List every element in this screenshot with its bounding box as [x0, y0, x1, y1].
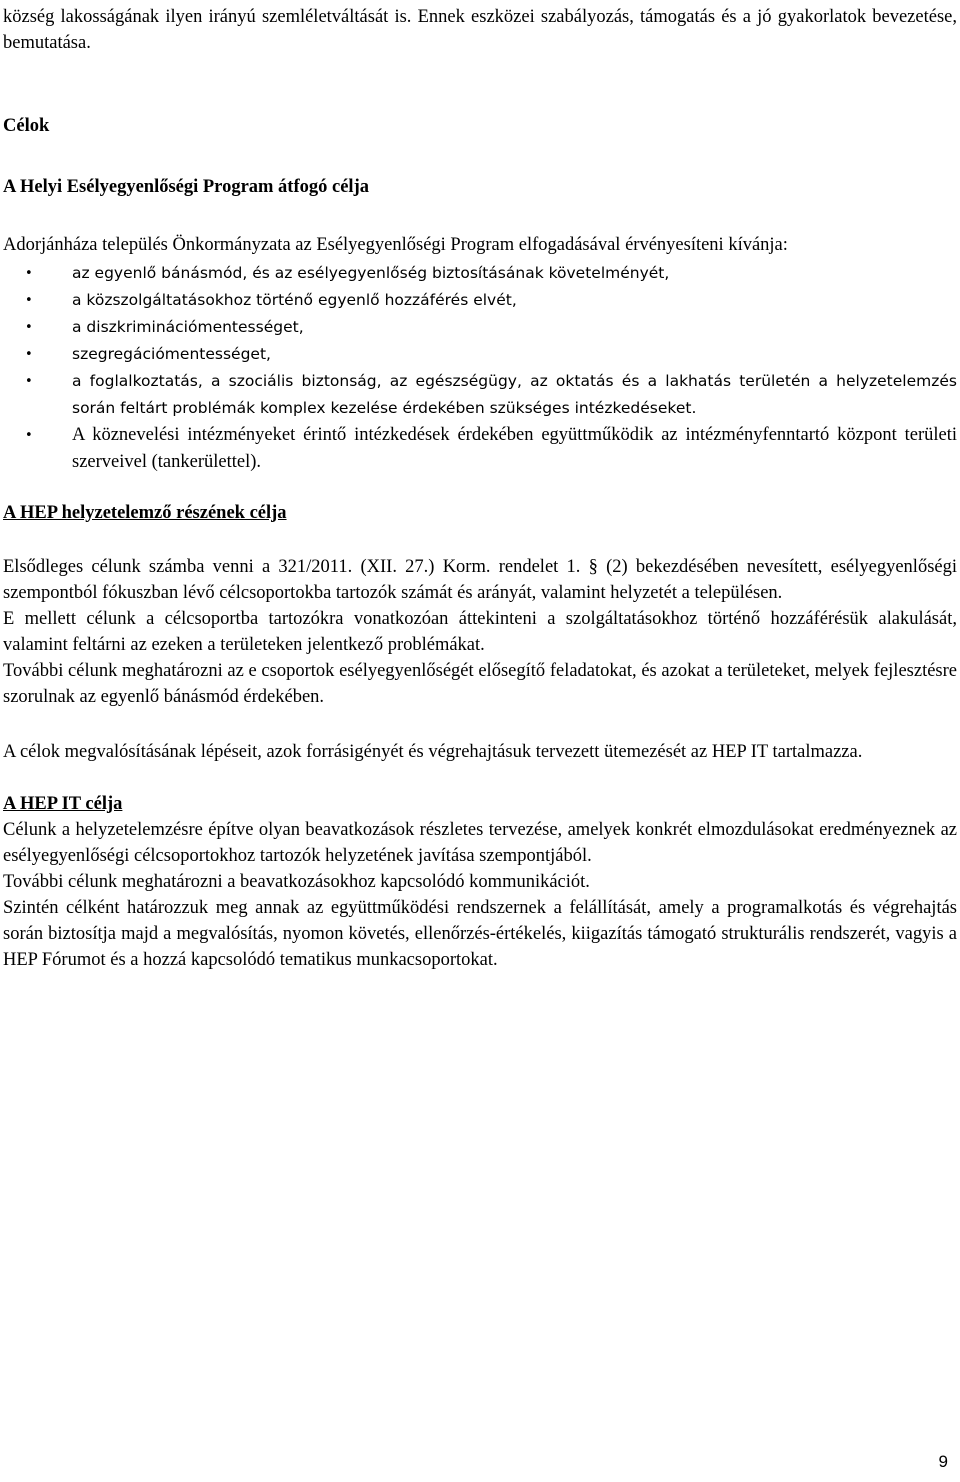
bullet-icon: • — [25, 266, 33, 281]
it-paragraph: Célunk a helyzetelemzésre építve olyan beavatkozások részletes tervezése, amelyek konkrét elmozdulásokat eredményeznek az esélyegyenlőségi célcsoportokhoz tartozók helyzetének javítása szempontjából. — [3, 820, 957, 866]
it-paragraph: Szintén célként határozzuk meg annak az együttműködési rendszernek a felállítását, amely a programalkotás és végrehajtás során biztosítja majd a megvalósítás, nyomon követés, ellenőrzés-értékelés, kiigazítás támogató strukturális rendszerét, vagyis a HEP Fórumot és a hozzá kapcsolódó tematikus munkacsoportokat. — [3, 898, 957, 970]
hep-paragraph: További célunk meghatározni az e csoportok esélyegyenlőségét elősegítő feladatokat, és azokat a területeket, melyek fejlesztésre szorulnak az egyenlő bánásmód érdekében. — [3, 661, 957, 707]
list-item-text: a közszolgáltatásokhoz történő egyenlő hozzáférés elvét, — [72, 291, 517, 309]
it-paragraph: További célunk meghatározni a beavatkozásokhoz kapcsolódó kommunikációt. — [3, 872, 590, 892]
program-intro-paragraph: Adorjánháza település Önkormányzata az Esélyegyenlőségi Program elfogadásával érvényesíteni kívánja: — [3, 235, 788, 255]
steps-paragraph: A célok megvalósításának lépéseit, azok forrásigényét és végrehajtásuk tervezett ütemezését az HEP IT tartalmazza. — [3, 742, 863, 762]
bullet-icon: • — [25, 428, 33, 443]
list-item-text: A köznevelési intézményeket érintő intézkedések érdekében együttműködik az intézményfenntartó központ területi szerveivel (tankerülettel). — [72, 425, 957, 472]
list-item-text: a diszkriminációmentességet, — [72, 318, 304, 336]
bullet-icon: • — [25, 293, 33, 308]
bullet-icon: • — [25, 374, 33, 389]
list-item — [3, 287, 957, 314]
list-item — [3, 422, 957, 476]
list-item — [3, 341, 957, 368]
page-number: 9 — [938, 1452, 948, 1471]
list-item-text: a foglalkoztatás, a szociális biztonság, az egészségügy, az oktatás és a lakhatás területén a helyzetelemzés során feltárt problémák komplex kezelése érdekében szükséges intézkedéseket. — [72, 372, 957, 417]
hep-paragraph: Elsődleges célunk számba venni a 321/2011. (XII. 27.) Korm. rendelet 1. § (2) bekezdésében nevesített, esélyegyenlőségi szempontból fókuszban lévő célcsoportokba tartozók számát és arányát, valamint helyzetét a településen. — [3, 557, 957, 603]
hep-section-title: A HEP helyzetelemző részének célja — [3, 503, 287, 523]
bullet-icon: • — [25, 320, 33, 335]
list-item — [3, 314, 957, 341]
bullet-icon: • — [25, 347, 33, 362]
list-item — [3, 260, 957, 287]
subsection-title: A Helyi Esélyegyenlőségi Program átfogó célja — [3, 177, 369, 197]
list-item-text: szegregációmentességet, — [72, 345, 271, 363]
it-section-title: A HEP IT célja — [3, 794, 123, 814]
hep-paragraph: E mellett célunk a célcsoportba tartozókra vonatkozóan áttekinteni a szolgáltatásokhoz történő hozzáférésük alakulását, valamint feltárni az ezeken a területeken jelentkező problémákat. — [3, 609, 957, 655]
section-title: Célok — [3, 116, 50, 136]
document-page — [3, 0, 957, 973]
goals-list — [3, 260, 957, 476]
intro-paragraph: község lakosságának ilyen irányú szemléletváltását is. Ennek eszközei szabályozás, támogatás és a jó gyakorlatok bevezetése, bemutatása. — [3, 7, 957, 53]
list-item — [3, 368, 957, 422]
list-item-text: az egyenlő bánásmód, és az esélyegyenlőség biztosításának követelményét, — [72, 264, 670, 282]
